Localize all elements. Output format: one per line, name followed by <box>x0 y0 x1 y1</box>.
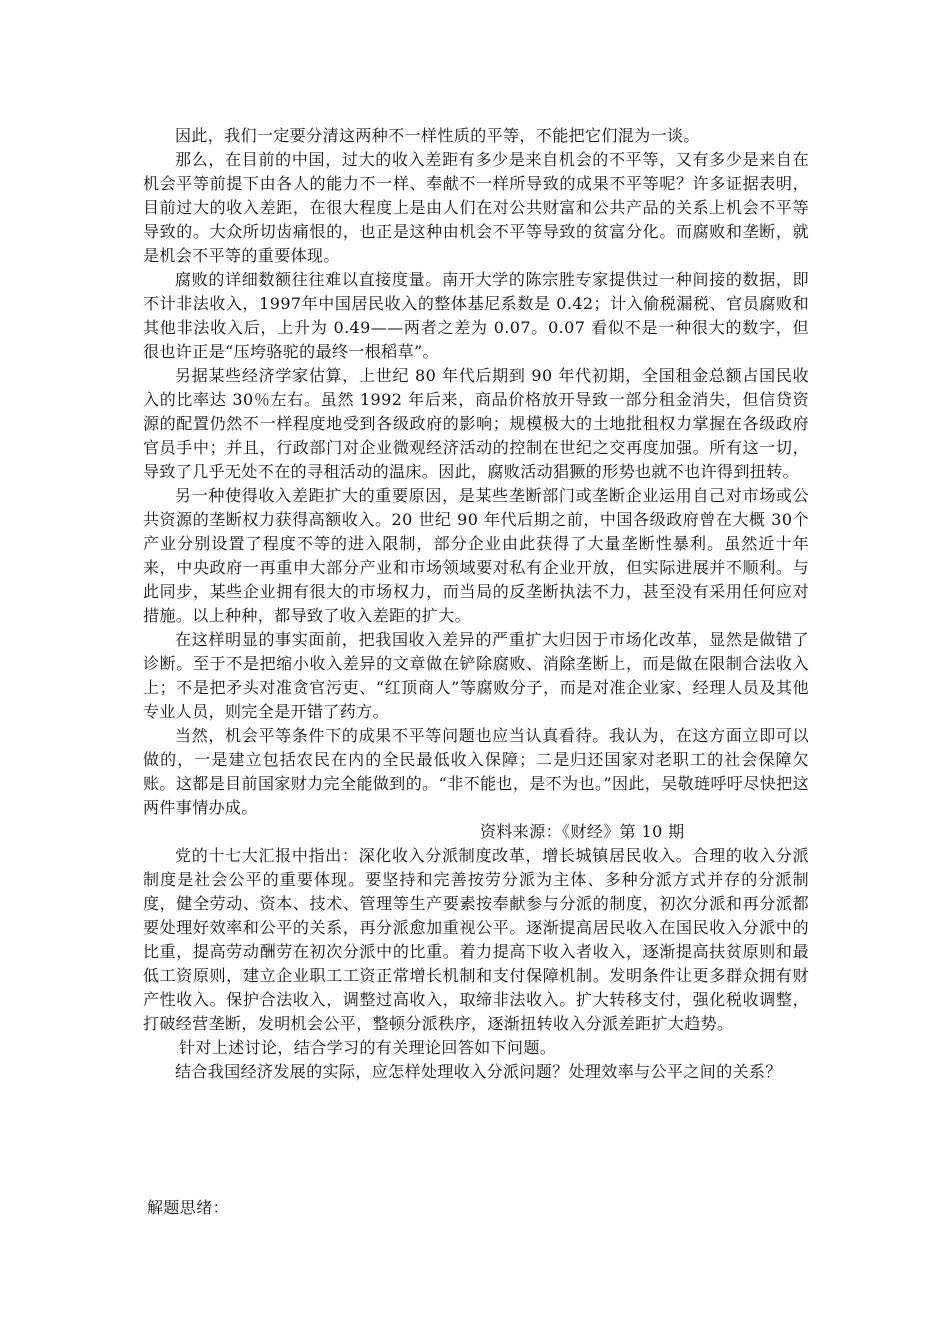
paragraph-party-report: 党的十七大汇报中指出：深化收入分派制度改革，增长城镇居民收入。合理的收入分派制度是社会公平的重要体现。要坚持和完善按劳分派为主体、多种分派方式并存的分派制度，健全劳动、资本、技术、管理等生产要素按奉献参与分派的制度，初次分派和再分派都要处理好效率和公平的关系，再分派愈加重视公平。逐渐提高居民收入在国民收入分派中的比重，提高劳动酬劳在初次分派中的比重。着力提高下收入者收入，逐渐提高扶贫原则和最低工资原则，建立企业职工工资正常增长机制和支付保障机制。发明条件让更多群众拥有财产性收入。保护合法收入，调整过高收入，取缔非法收入。扩大转移支付，强化税收调整，打破经营垄断，发明机会公平，整顿分派秩序，逐渐扭转收入分派差距扩大趋势。 <box>143 846 809 1033</box>
source-citation: 资料来源：《财经》第 10 期 <box>480 822 685 841</box>
document-body <box>143 124 809 1084</box>
paragraph-conclusion: 因此，我们一定要分清这两种不一样性质的平等，不能把它们混为一谈。 <box>175 126 700 145</box>
paragraph-recommendation: 当然，机会平等条件下的成果不平等问题也应当认真看待。我认为，在这方面立即可以做的，一是建立包括农民在内的全民最低收入保障；二是归还国家对老职工的社会保障欠账。这都是目前国家财力完全能做到的。“非不能也，是不为也。”因此，吴敬琏呼吁尽快把这两件事情办成。 <box>143 726 809 817</box>
question-intro: 针对上述讨论，结合学习的有关理论回答如下问题。 <box>179 1038 557 1057</box>
paragraph-rent-seeking: 另据某些经济学家估算，上世纪 80 年代后期到 90 年代初期，全国租金总额占国民收入的比率达 30％左右。虽然 1992 年后来，商品价格放开导致一部分租金消失，但信贷资源的配置仍然不一样程度地受到各级政府的影响；规模极大的土地批租权力掌握在各级政府官员手中；并且，行政部门对企业微观经济活动的控制在世纪之交再度加强。所有这一切，导致了几乎无处不在的寻租活动的温床。因此，腐败活动猖獗的形势也就不也许得到扭转。 <box>143 366 809 481</box>
paragraph-monopoly: 另一种使得收入差距扩大的重要原因，是某些垄断部门或垄断企业运用自己对市场或公共资源的垄断权力获得高额收入。20 世纪 90 年代后期之前，中国各级政府曾在大概 30个产业分别设置了程度不等的进入限制，部分企业由此获得了大量垄断性暴利。虽然近十年来，中央政府一再重申大部分产业和市场领域要对私有企业开放，但实际进展并不顺利。与此同步，某些企业拥有很大的市场权力，而当局的反垄断执法不力，甚至没有采用任何应对措施。以上种种，都导致了收入差距的扩大。 <box>143 486 809 625</box>
paragraph-opportunity-inequality: 那么，在目前的中国，过大的收入差距有多少是来自机会的不平等，又有多少是来自在机会平等前提下由各人的能力不一样、奉献不一样所导致的成果不平等呢？许多证据表明，目前过大的收入差距，在很大程度上是由人们在对公共财富和公共产品的关系上机会不平等导致的。大众所切齿痛恨的，也正是这种由机会不平等导致的贫富分化。而腐败和垄断，就是机会不平等的重要体现。 <box>143 150 809 265</box>
question-text: 结合我国经济发展的实际，应怎样处理收入分派问题？处理效率与公平之间的关系？ <box>175 1062 782 1081</box>
paragraph-corruption-gini: 腐败的详细数额往往难以直接度量。南开大学的陈宗胜专家提供过一种间接的数据，即不计非法收入，1997年中国居民收入的整体基尼系数是 0.42；计入偷税漏税、官员腐败和其他非法收入后，上升为 0.49——两者之差为 0.07。0.07 看似不是一种很大的数字，但很也许正是“压垮骆驼的最终一根稻草”。 <box>143 270 809 361</box>
paragraph-diagnosis: 在这样明显的事实面前，把我国收入差异的严重扩大归因于市场化改革，显然是做错了诊断。至于不是把缩小收入差异的文章做在铲除腐败、消除垄断上，而是做在限制合法收入上；不是把矛头对准贪官污吏、“红顶商人”等腐败分子，而是对准企业家、经理人员及其他专业人员，则完全是开错了药方。 <box>143 630 809 721</box>
solution-thinking-label: 解题思绪： <box>147 1198 230 1217</box>
